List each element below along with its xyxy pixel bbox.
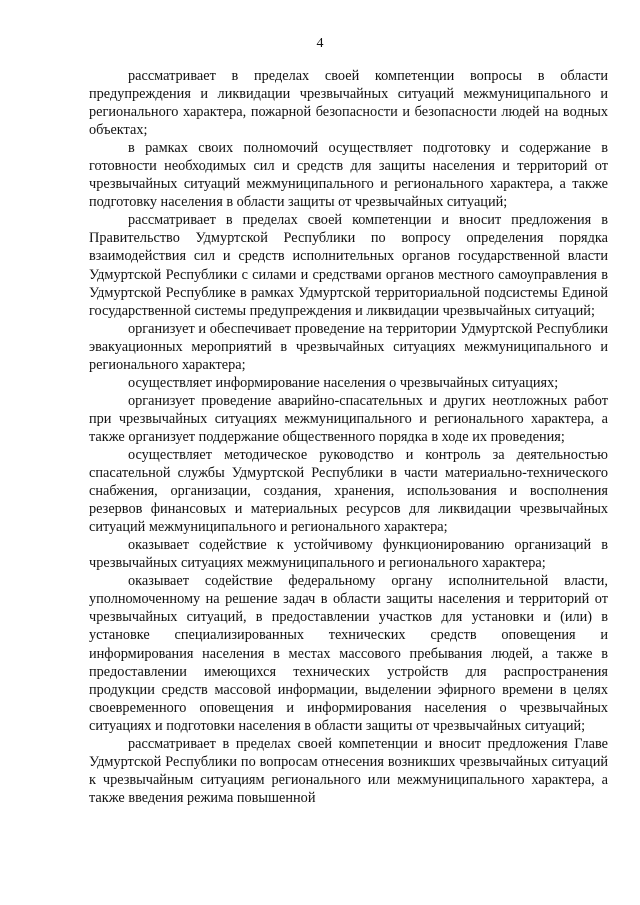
document-body <box>89 67 608 807</box>
paragraph: организует и обеспечивает проведение на территории Удмуртской Республики эвакуационных мероприятий в чрезвычайных ситуациях межмуниципального и регионального характера; <box>89 320 608 373</box>
paragraph: рассматривает в пределах своей компетенции и вносит предложения в Правительство Удмуртской Республики по вопросу определения порядка взаимодействия сил и средств исполнительных органов государственной власти Удмуртской Республики с силами и средствами органов местного самоуправления в Удмуртской Республике в рамках Удмуртской территориальной подсистемы Единой государственной системы предупреждения и ликвидации чрезвычайных ситуаций; <box>89 212 608 319</box>
paragraph: организует проведение аварийно-спасательных и других неотложных работ при чрезвычайных ситуациях межмуниципального и регионального характера, а также организует поддержание общественного порядка в ходе их проведения; <box>89 392 608 445</box>
paragraph: осуществляет информирование населения о чрезвычайных ситуациях; <box>128 374 559 391</box>
paragraph: осуществляет методическое руководство и контроль за деятельностью спасательной службы Удмуртской Республики в части материально-технического снабжения, организации, создания, хранения, использования и восполнения резервов финансовых и материальных ресурсов для ликвидации чрезвычайных ситуаций межмуниципального и регионального характера; <box>89 446 608 536</box>
paragraph: оказывает содействие федеральному органу исполнительной власти, уполномоченному на решение задач в области защиты населения и территорий от чрезвычайных ситуаций, в предоставлении участков для установки и (или) в установке специализированных технических средств оповещения и информирования населения в местах массового пребывания людей, а также в предоставлении имеющихся технических устройств для распространения продукции средств массовой информации, выделении эфирного времени в целях своевременного оповещения и информирования населения о чрезвычайных ситуациях и подготовки населения в области защиты от чрезвычайных ситуаций; <box>89 573 608 734</box>
paragraph: в рамках своих полномочий осуществляет подготовку и содержание в готовности необходимых сил и средств для защиты населения и территорий от чрезвычайных ситуаций межмуниципального и регионального характера, а также подготовку населения в области защиты от чрезвычайных ситуаций; <box>89 140 608 211</box>
paragraph: рассматривает в пределах своей компетенции вопросы в области предупреждения и ликвидации чрезвычайных ситуаций межмуниципального и регионального характера, пожарной безопасности и безопасности людей на водных объектах; <box>89 68 608 139</box>
paragraph: оказывает содействие к устойчивому функционированию организаций в чрезвычайных ситуациях межмуниципального и регионального характера; <box>89 537 608 572</box>
page-number: 4 <box>316 36 324 51</box>
paragraph: рассматривает в пределах своей компетенции и вносит предложения Главе Удмуртской Республики по вопросам отнесения возникших чрезвычайных ситуаций к чрезвычайным ситуациям регионального или межмуниципального характера, а также введения режима повышенной <box>89 735 608 806</box>
